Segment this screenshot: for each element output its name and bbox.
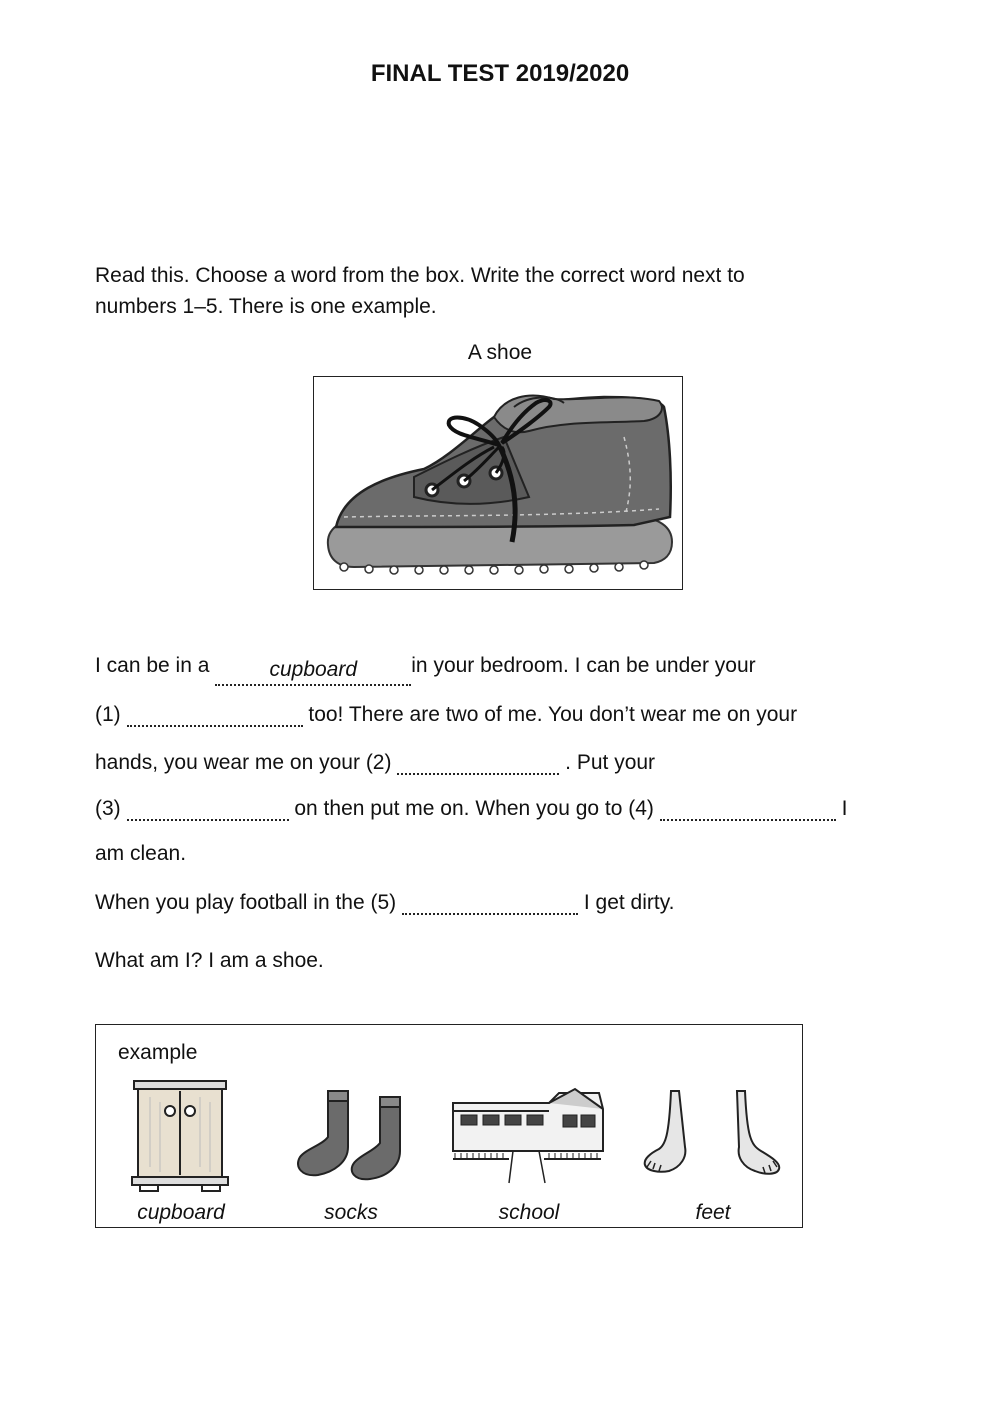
answer-blank-1[interactable] [127,701,303,727]
question-number: (1) [95,703,121,726]
story-text: . Put your [565,751,656,774]
story-line-3 [95,749,655,775]
story-text: on then put me on. When you go to (4) [294,797,654,820]
example-blank [215,660,411,686]
page-title: FINAL TEST 2019/2020 [370,60,630,87]
shoe-picture [313,376,683,590]
answer-blank-3[interactable] [127,795,289,821]
instructions [95,260,895,322]
story-text: When you play football in the (5) [95,891,397,914]
answer-blank-5[interactable] [402,889,578,915]
story-line-4 [95,795,847,821]
story-text: hands, you wear me on your (2) [95,751,392,774]
story-line-5: am clean. [95,842,187,865]
story-line-7: What am I? I am a shoe. [95,949,324,972]
word-box [95,1024,803,1228]
school-picture [449,1077,604,1197]
story-text: I [841,797,848,820]
word-school: school [498,1201,560,1224]
story-text: in your bedroom. I can be under your [411,654,756,677]
picture-caption: A shoe [467,341,533,364]
word-socks: socks [324,1201,378,1224]
answer-blank-2[interactable] [397,749,559,775]
story-text: I get dirty. [583,891,675,914]
story-text: I can be in a [95,654,210,677]
story-line-2 [95,701,797,727]
answer-blank-4[interactable] [660,795,836,821]
socks-picture [294,1077,409,1197]
instructions-line-1: Read this. Choose a word from the box. Write the correct word next to [95,264,745,287]
question-number: (3) [95,797,121,820]
feet-picture [641,1077,786,1197]
word-feet: feet [695,1201,731,1224]
instructions-line-2: numbers 1–5. There is one example. [95,295,437,318]
example-answer: cupboard [269,658,358,681]
story-text: too! There are two of me. You don’t wear me on your [308,703,798,726]
shoe-illustration [314,377,682,589]
cupboard-picture [130,1077,230,1197]
story-line-1 [95,654,756,686]
story-line-6 [95,889,675,915]
example-label: example [118,1041,198,1064]
word-cupboard: cupboard [137,1201,225,1224]
